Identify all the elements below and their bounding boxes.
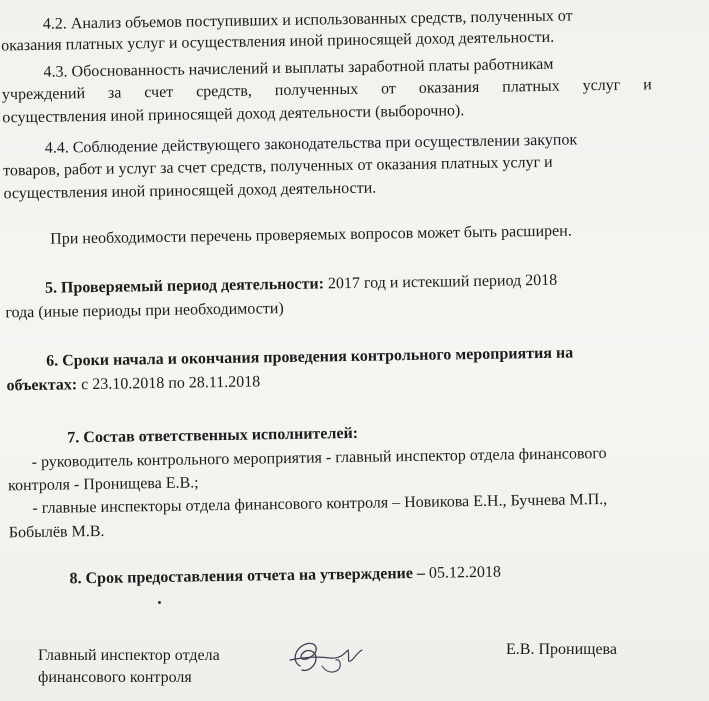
section-5-text1: 2017 год и истекший период 2018	[327, 271, 558, 293]
word: средств,	[195, 82, 253, 101]
section-8-date: 05.12.2018	[428, 563, 502, 582]
section-6-heading-line1: 6. Сроки начала и окончания проведения контрольного мероприятия на	[46, 344, 574, 370]
section-8-heading: 8. Срок предоставления отчета на утверждение –	[69, 564, 426, 588]
section-5-line1	[45, 271, 558, 299]
word: за	[107, 84, 122, 102]
word: оказания	[418, 78, 480, 97]
handwritten-signature	[286, 636, 366, 682]
scope-note: При необходимости перечень проверяемых вопросов может быть расширен.	[50, 222, 572, 248]
section-7-item1-line1: - руководитель контрольного мероприятия - главный инспектор отдела финансового	[31, 444, 607, 472]
word: услуг	[582, 76, 621, 95]
word: и	[643, 76, 652, 94]
word: полученных	[274, 80, 359, 100]
section-7-item1-line2: контроля - Пронищева Е.В.;	[7, 474, 199, 495]
section-6-heading-line2: объектах:	[6, 376, 78, 395]
section-6-dates: с 23.10.2018 по 28.11.2018	[81, 373, 261, 394]
section-7-item2-line1: - главные инспекторы отдела финансового контроля – Новикова Е.Н., Бучнева М.П.,	[32, 490, 608, 518]
section-7-heading: 7. Состав ответственных исполнителей:	[67, 424, 359, 447]
word: от	[380, 80, 396, 98]
word: счет	[144, 83, 174, 102]
item-4-4-line2: товаров, работ и услуг за счет средств, полученных от оказания платных услуг и	[3, 153, 553, 180]
signer-position-line1: Главный инспектор отдела	[38, 647, 220, 664]
section-5-line2: года (иные периоды при необходимости)	[5, 300, 284, 322]
speck	[158, 601, 161, 604]
section-7-item2-line2: Бобылёв М.В.	[8, 522, 105, 542]
item-4-4-line3: осуществления иной приносящей доход деятельности.	[3, 179, 377, 203]
signer-name: Е.В. Пронищева	[506, 641, 617, 658]
item-4-3-line1: 4.3. Обоснованность начислений и выплаты заработной платы работникам	[43, 55, 554, 81]
signer-position-line2: финансового контроля	[38, 669, 192, 686]
word: учреждений	[1, 85, 86, 104]
section-8-line	[69, 563, 501, 590]
word: платных	[502, 77, 560, 96]
item-4-2-line2: оказания платных услуг и осуществления иной приносящей доход деятельности.	[1, 28, 555, 55]
section-5-heading: 5. Проверяемый период деятельности:	[44, 275, 325, 297]
section-6-line2	[6, 372, 260, 396]
item-4-2-line1: 4.2. Анализ объемов поступивших и использованных средств, полученных от	[42, 7, 573, 33]
item-4-4-line1: 4.4. Соблюдение действующего законодательства при осуществлении закупок	[44, 131, 578, 157]
item-4-3-line3: осуществления иной приносящей доход деятельности (выборочно).	[2, 102, 465, 127]
